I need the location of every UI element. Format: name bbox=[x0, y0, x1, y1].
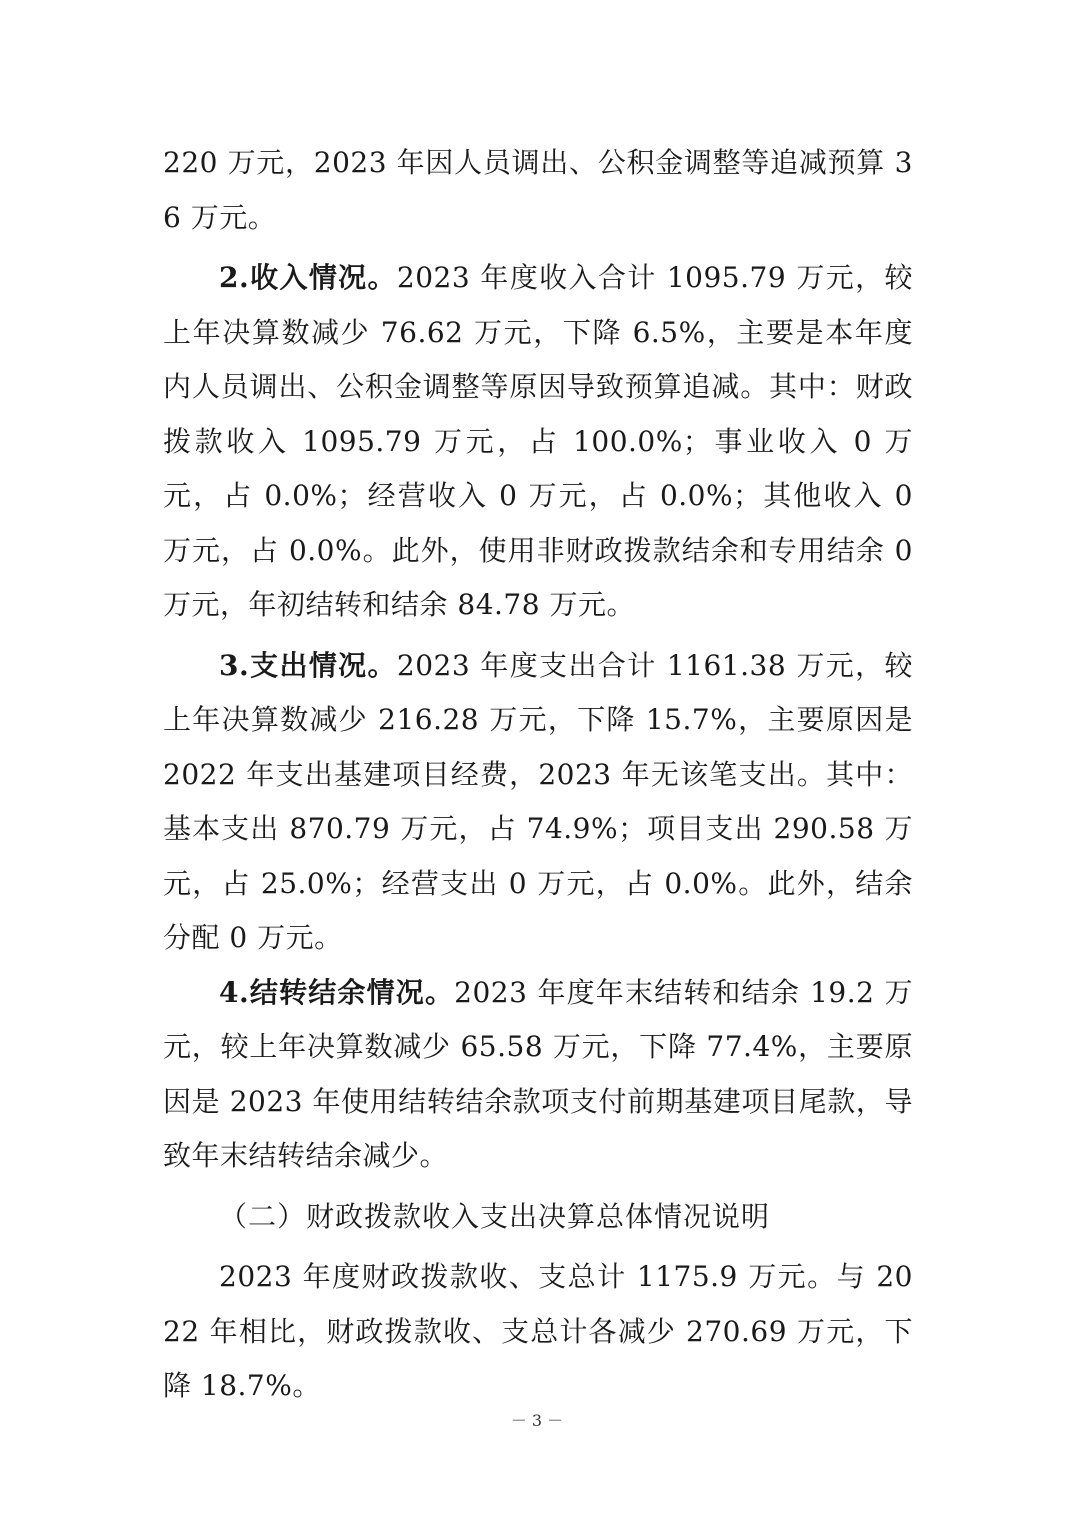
paragraph-budget-adjustment bbox=[163, 136, 913, 245]
page-number: － 3 － bbox=[510, 1411, 564, 1430]
paragraph-expenditure bbox=[163, 639, 913, 966]
paragraph-carryover bbox=[163, 966, 913, 1184]
expenditure-heading: 3.支出情况。 bbox=[219, 648, 397, 682]
paragraph-text: 220 万元，2023 年因人员调出、公积金调整等追减预算 36 万元。 bbox=[163, 146, 913, 234]
income-heading: 2.收入情况。 bbox=[219, 261, 397, 294]
paragraph-text: 2023 年度年末结转和结余 19.2 万元，较上年决算数减少 65.58 万元，下降 77.4%，主要原因是 2023 年使用结转结余款项支付前期基建项目尾款，导致年末结转结余减少。 bbox=[163, 975, 914, 1172]
paragraph-text: 2023 年度财政拨款收、支总计 1175.9 万元。与 2022 年相比，财政拨款收、支总计各减少 270.69 万元，下降 18.7%。 bbox=[163, 1260, 913, 1402]
paragraph-text: 2023 年度支出合计 1161.38 万元，较上年决算数减少 216.28 万元，下降 15.7%，主要原因是 2022 年支出基建项目经费，2023 年无该笔支出。其中：基本支出 870.79 万元，占 74.9%；项目支出 290.58 万元，占 25.0%；经营支出 0 万元，占 0.0%。此外，结余分配 0 万元。 bbox=[163, 648, 913, 954]
document-body bbox=[163, 136, 913, 1414]
section-heading: （二）财政拨款收入支出决算总体情况说明 bbox=[219, 1199, 771, 1233]
carryover-heading: 4.结转结余情况。 bbox=[219, 975, 455, 1009]
paragraph-fiscal-total bbox=[163, 1250, 913, 1414]
paragraph-income bbox=[163, 251, 913, 633]
paragraph-text: 2023 年度收入合计 1095.79 万元，较上年决算数减少 76.62 万元，下降 6.5%，主要是本年度内人员调出、公积金调整等原因导致预算追减。其中：财政拨款收入 1095.79 万元，占 100.0%；事业收入 0 万元，占 0.0%；经营收入 0 万元，占 0.0%；其他收入 0 万元，占 0.0%。此外，使用非财政拨款结余和专用结余 0 万元，年初结转和结余 84.78 万元。 bbox=[163, 261, 913, 621]
